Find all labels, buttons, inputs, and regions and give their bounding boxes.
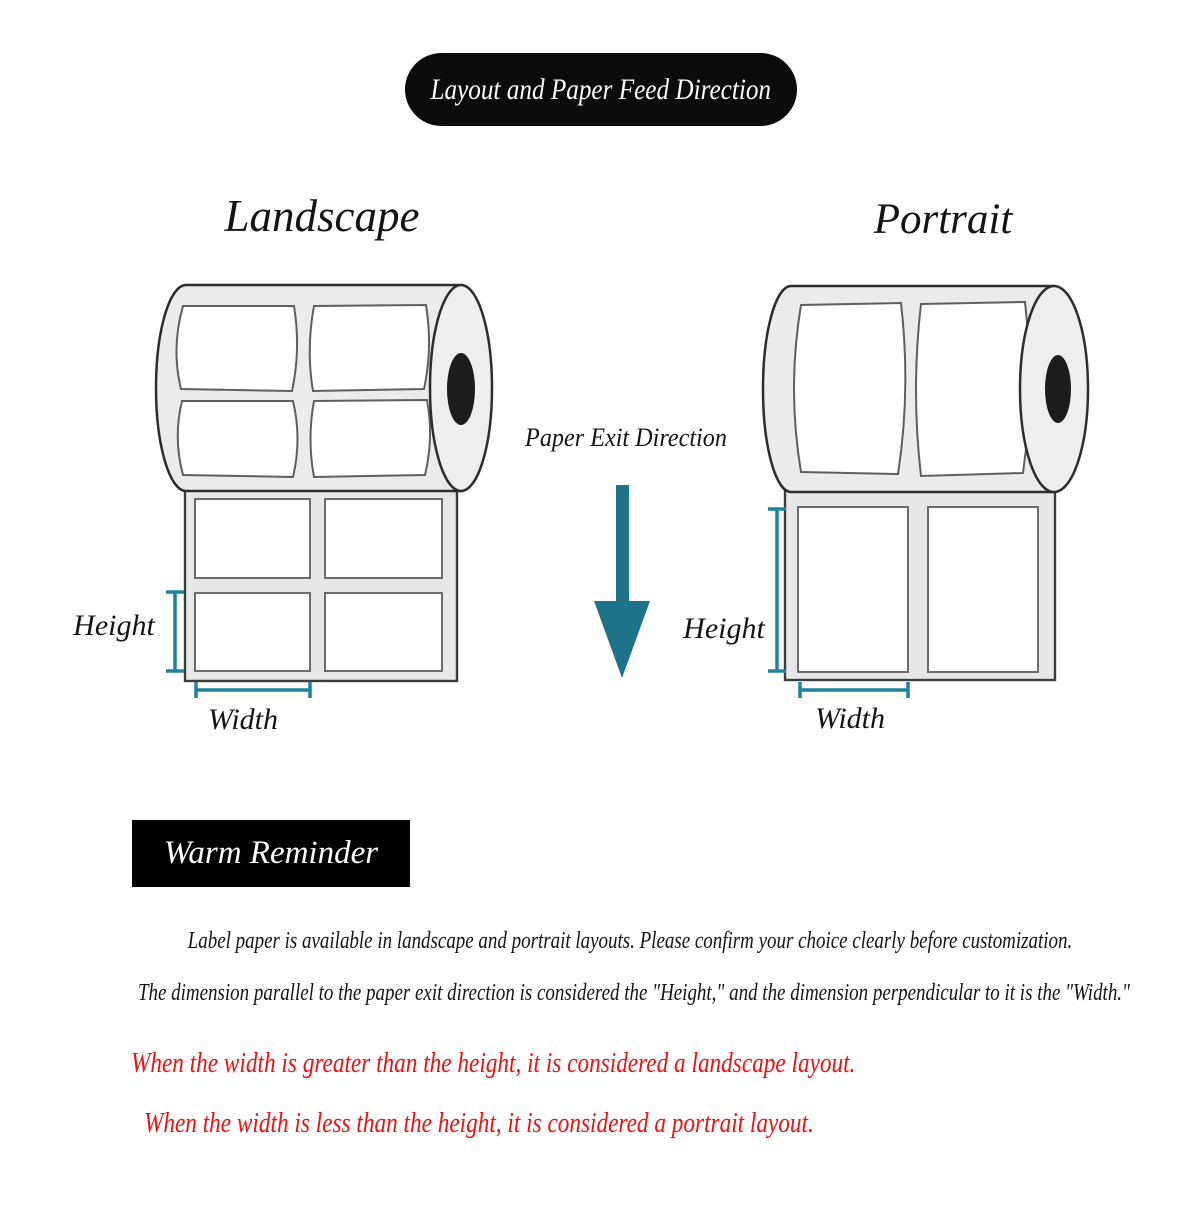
roll-core-hole bbox=[447, 353, 475, 425]
label-cell bbox=[195, 499, 310, 578]
landscape-height-label: Height bbox=[73, 609, 155, 642]
landscape-heading: Landscape bbox=[224, 191, 420, 241]
portrait-height-measure-line bbox=[768, 509, 786, 671]
label-cell bbox=[325, 499, 442, 578]
label-cell bbox=[798, 507, 908, 672]
reminder-paragraph-1: Label paper is available in landscape and portrait layouts. Please confirm your choice clearly before customization. bbox=[187, 928, 1073, 954]
title-banner-label: Layout and Paper Feed Direction bbox=[430, 72, 772, 106]
portrait-height-label: Height bbox=[683, 612, 765, 645]
reminder-paragraph-2: The dimension parallel to the paper exit direction is considered the "Height," and the dimension perpendicular to it is the "Width." bbox=[138, 980, 1131, 1006]
label-cell bbox=[325, 593, 442, 671]
label-cell bbox=[794, 303, 905, 474]
landscape-width-label: Width bbox=[207, 703, 278, 736]
label-cell bbox=[928, 507, 1038, 672]
roll-core-hole bbox=[1045, 355, 1071, 423]
paper-exit-arrow-icon bbox=[594, 485, 650, 678]
landscape-width-measure-line bbox=[196, 682, 310, 698]
paper-exit-direction-label: Paper Exit Direction bbox=[525, 423, 727, 452]
label-cell bbox=[176, 306, 297, 391]
label-cell bbox=[310, 305, 429, 391]
portrait-roll-diagram bbox=[763, 286, 1088, 680]
label-cell bbox=[311, 400, 431, 477]
label-cell bbox=[195, 593, 310, 671]
portrait-width-measure-line bbox=[800, 682, 908, 698]
warning-line-portrait: When the width is less than the height, it is considered a portrait layout. bbox=[144, 1108, 814, 1139]
label-cell bbox=[178, 401, 298, 477]
label-cell bbox=[916, 302, 1030, 476]
landscape-roll-diagram bbox=[156, 285, 492, 681]
portrait-heading: Portrait bbox=[873, 196, 1013, 243]
portrait-width-label: Width bbox=[814, 702, 885, 735]
warm-reminder-banner bbox=[132, 820, 410, 887]
warning-line-landscape: When the width is greater than the height, it is considered a landscape layout. bbox=[131, 1048, 856, 1079]
warm-reminder-label: Warm Reminder bbox=[163, 835, 379, 871]
